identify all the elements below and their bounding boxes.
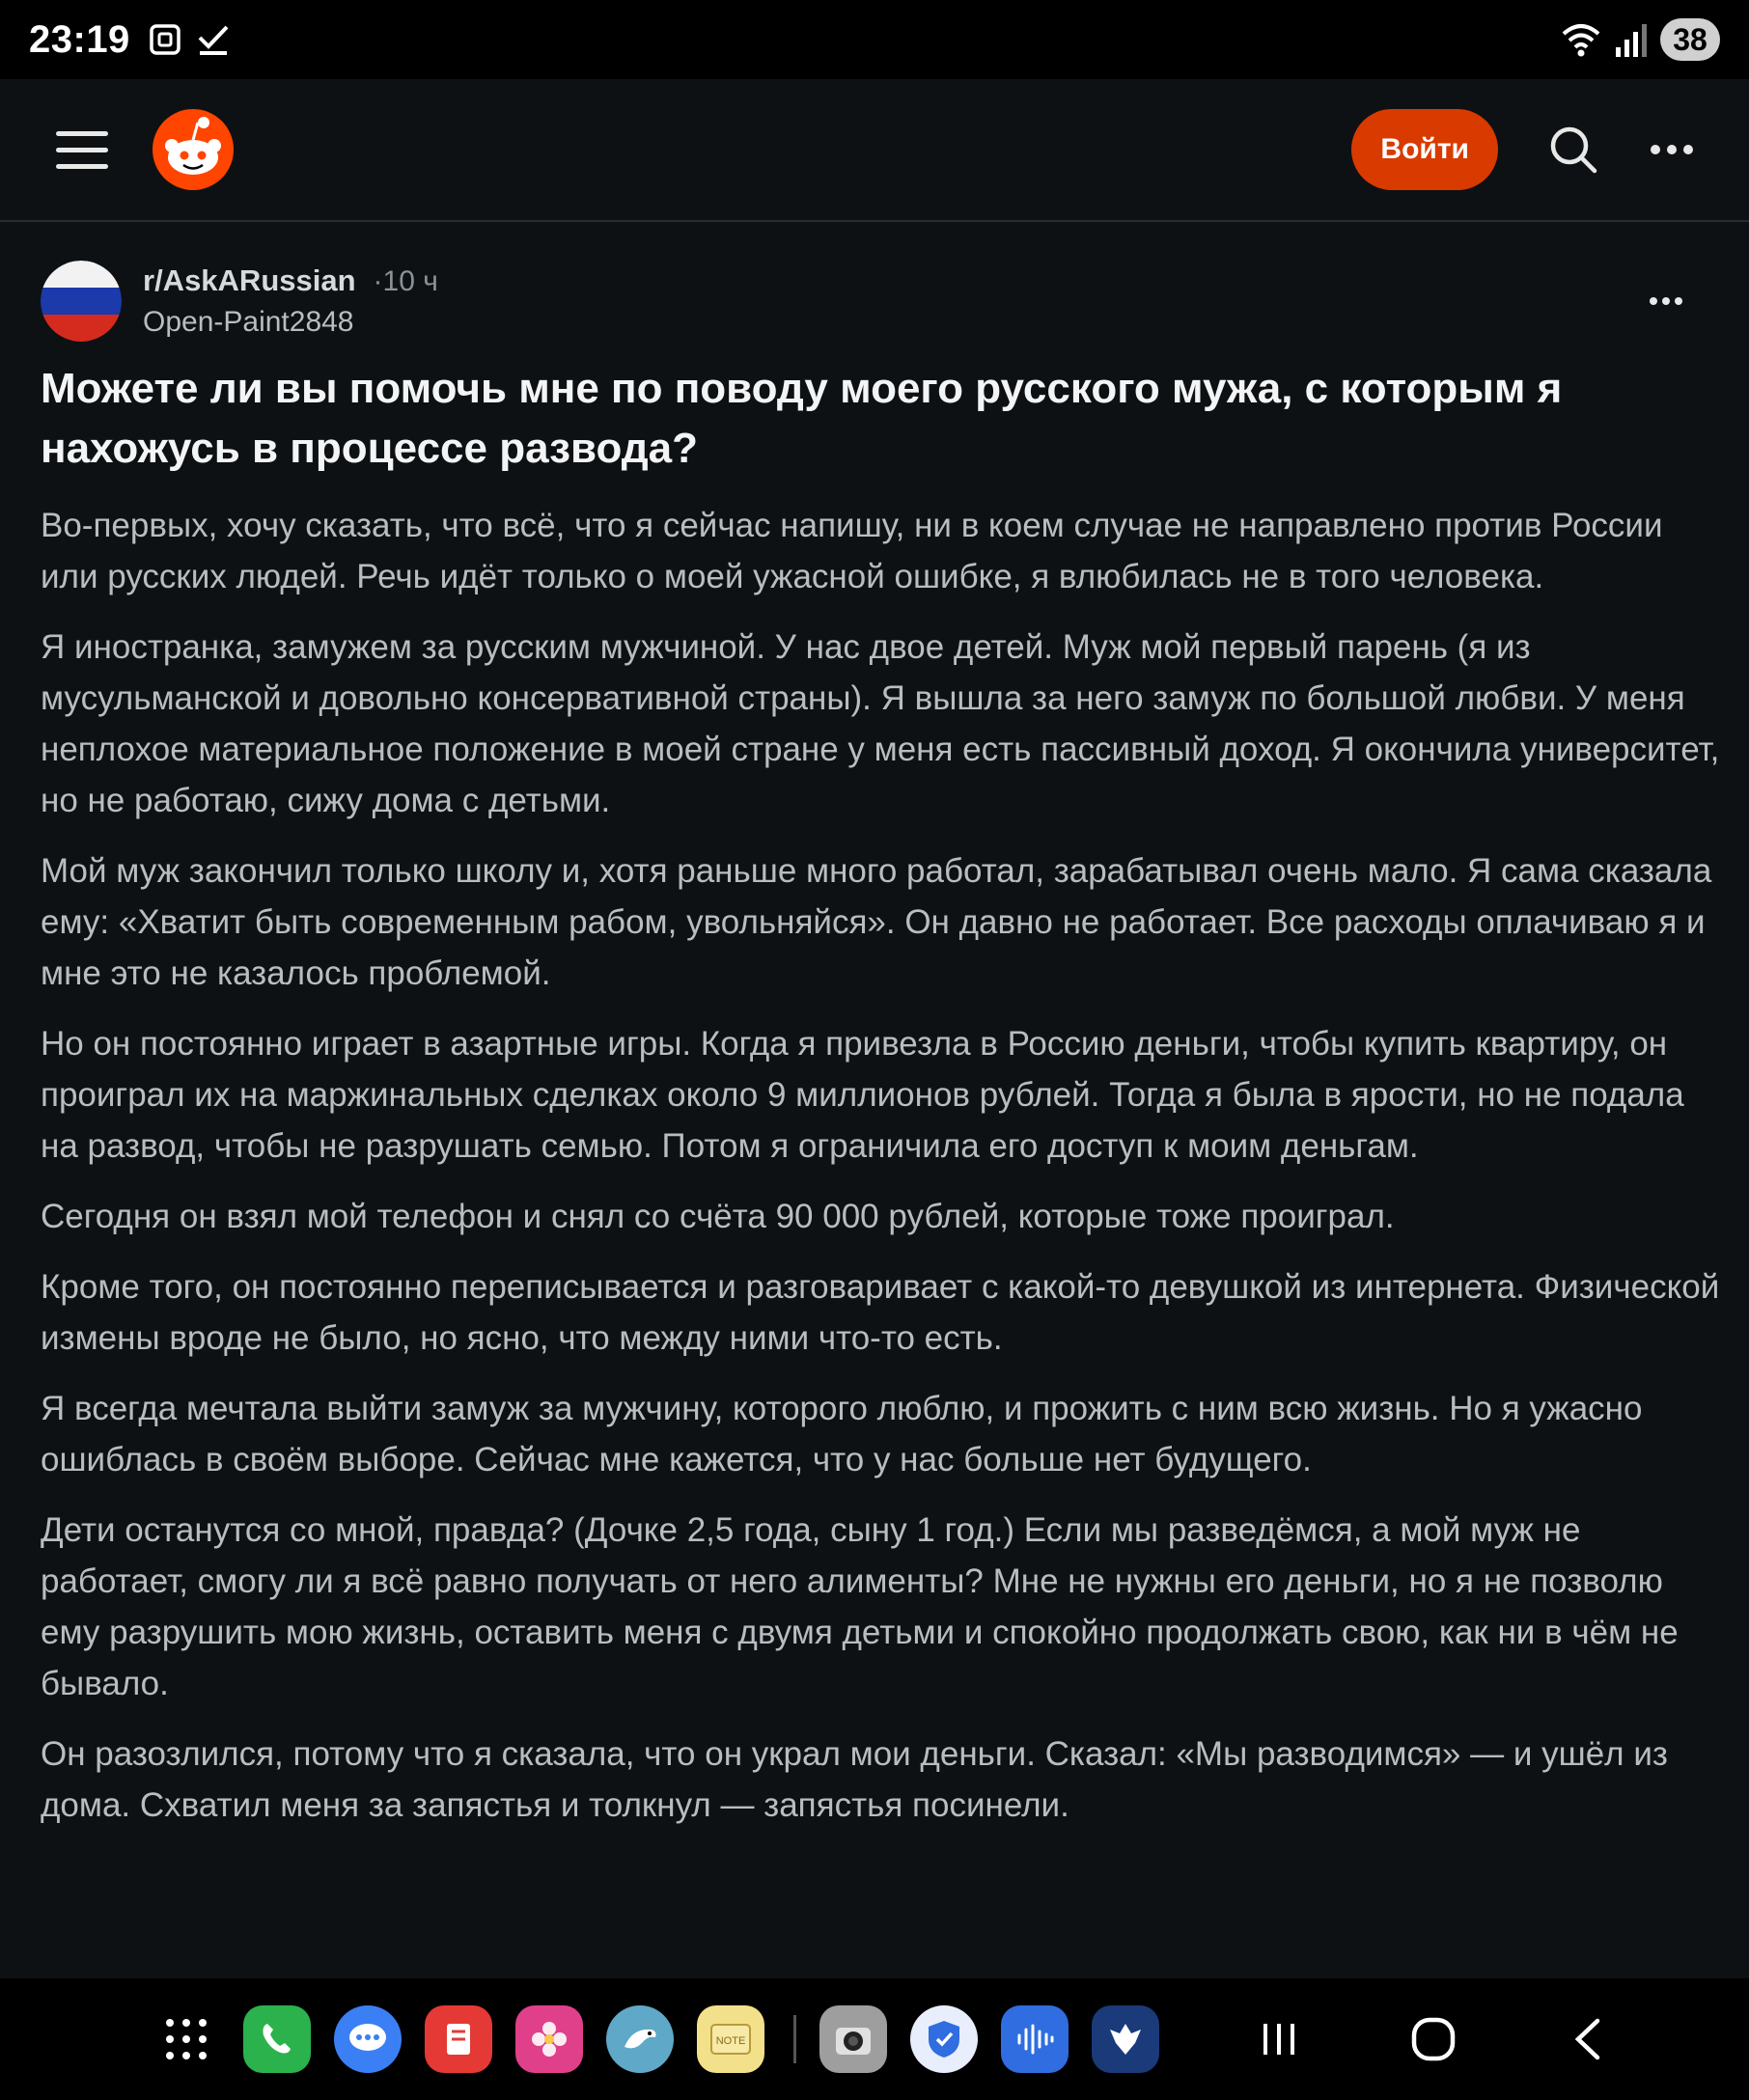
battery-indicator: 38 <box>1660 18 1720 61</box>
recent-apps-button[interactable] <box>1240 2001 1318 2078</box>
search-button[interactable] <box>1544 121 1602 179</box>
svg-text:NOTE: NOTE <box>715 2035 746 2047</box>
menu-line <box>56 164 108 169</box>
navigation-bar <box>0 1978 1749 2100</box>
more-options-button[interactable] <box>1643 121 1701 179</box>
wifi-icon <box>1560 20 1602 59</box>
back-button[interactable] <box>1549 2001 1626 2078</box>
grid-dots-icon <box>162 2015 210 2063</box>
more-horizontal-icon <box>1649 296 1683 306</box>
post-paragraph: Мой муж закончил только школу и, хотя раньше много работал, зарабатывал очень мало. Я сама сказала ему: «Хватит быть современным рабом, увольняйся». Он давно не работает. Все расходы оплачиваю я и мне это не казалось проблемой. <box>41 852 1712 992</box>
login-button[interactable]: Войти <box>1351 109 1498 190</box>
menu-line <box>56 148 108 152</box>
home-icon <box>1409 2015 1458 2063</box>
status-bar <box>0 0 1749 79</box>
gallery-icon[interactable] <box>515 2005 583 2073</box>
status-time: 23:19 <box>29 17 130 61</box>
emblem-app-icon[interactable] <box>1092 2005 1159 2073</box>
signal-icon <box>1614 20 1649 59</box>
bird-app-icon[interactable] <box>606 2005 674 2073</box>
post-time: ·10 ч <box>373 265 438 297</box>
security-shield-icon[interactable] <box>910 2005 978 2073</box>
post-paragraph: Он разозлился, потому что я сказала, что он украл мои деньги. Сказал: «Мы разводимся» — и ушёл из дома. Схватил меня за запястья и толкнул — запястья посинели. <box>41 1735 1668 1824</box>
post-paragraph: Во-первых, хочу сказать, что всё, что я сейчас напишу, ни в коем случае не направлено против России или русских людей. Речь идёт только о моей ужасной ошибке, я влюбилась не в того человека. <box>41 507 1663 595</box>
post-author[interactable]: Open-Paint2848 <box>143 306 354 338</box>
post-paragraph: Кроме того, он постоянно переписывается и разговаривает с какой-то девушкой из интернета. Физической измены вроде не было, но ясно, что между ними что-то есть. <box>41 1268 1720 1357</box>
post-meta <box>41 257 1708 345</box>
post-paragraph: Дети останутся со мной, правда? (Дочке 2,5 года, сыну 1 год.) Если мы разведёмся, а мой муж не работает, смогу ли я всё равно получать от него алименты? Мне не нужны его деньги, но я не позволю ему разрушить мою жизнь, оставить меня с двумя детьми и спокойно продолжать свою, как ни в чём не бывало. <box>41 1511 1679 1702</box>
app-drawer-icon[interactable] <box>153 2005 220 2073</box>
post-paragraph: Я иностранка, замужем за русским мужчиной. У нас двое детей. Муж мой первый парень (я из мусульманской и довольно консервативной страны). Я вышла за него замуж по большой любви. У меня неплохое материальное положение в моей стране у меня есть пассивный доход. Я окончила университет, но не работаю, сижу дома с детьми. <box>41 628 1720 819</box>
search-icon <box>1548 124 1598 175</box>
menu-button[interactable] <box>56 124 108 176</box>
post <box>0 222 1749 1978</box>
notes-red-icon[interactable] <box>425 2005 492 2073</box>
messages-icon[interactable] <box>334 2005 402 2073</box>
more-horizontal-icon <box>1650 144 1694 155</box>
camera-icon[interactable] <box>819 2005 887 2073</box>
back-icon <box>1567 2015 1609 2063</box>
note-app-icon[interactable] <box>697 2005 764 2073</box>
dock-separator <box>793 2015 796 2063</box>
reddit-logo-icon[interactable] <box>151 107 236 192</box>
phone-icon[interactable] <box>243 2005 311 2073</box>
menu-line <box>56 131 108 136</box>
post-body <box>41 500 1720 1831</box>
voice-recorder-icon[interactable] <box>1001 2005 1069 2073</box>
recents-icon <box>1258 2018 1300 2060</box>
subreddit-avatar[interactable] <box>41 261 122 342</box>
check-icon <box>196 22 231 57</box>
post-title: Можете ли вы помочь мне по поводу моего русского мужа, с которым я нахожусь в процессе развода? <box>41 365 1563 472</box>
home-button[interactable] <box>1395 2001 1472 2078</box>
post-more-button[interactable] <box>1649 274 1683 316</box>
post-paragraph: Сегодня он взял мой телефон и снял со счёта 90 000 рублей, которые тоже проиграл. <box>41 1198 1395 1235</box>
app-header <box>0 79 1749 222</box>
screenshot-icon <box>148 22 182 57</box>
subreddit-link[interactable]: r/AskARussian <box>143 263 356 297</box>
post-paragraph: Я всегда мечтала выйти замуж за мужчину, которого люблю, и прожить с ним всю жизнь. Но я ужасно ошиблась в своём выборе. Сейчас мне кажется, что у нас больше нет будущего. <box>41 1390 1643 1478</box>
post-paragraph: Но он постоянно играет в азартные игры. Когда я привезла в Россию деньги, чтобы купить квартиру, он проиграл их на маржинальных сделках около 9 миллионов рублей. Тогда я была в ярости, но не подала на развод, чтобы не разрушать семью. Потом я ограничила его доступ к моим деньгам. <box>41 1025 1684 1165</box>
